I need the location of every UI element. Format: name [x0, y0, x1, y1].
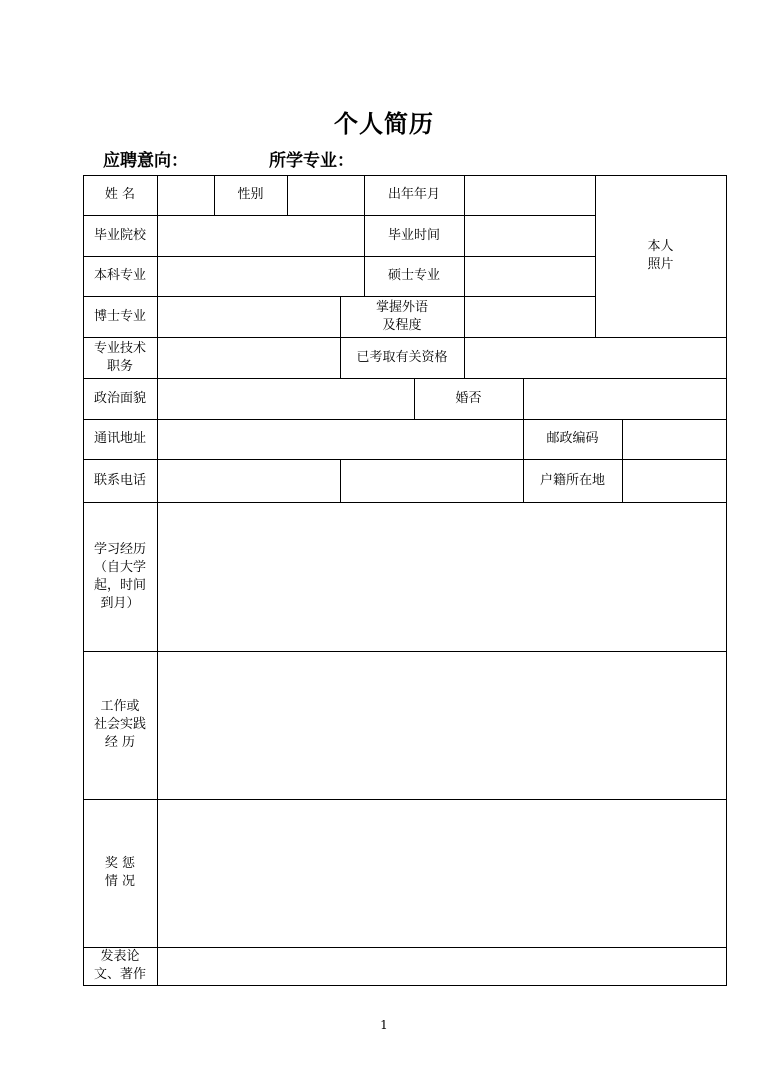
- photo-column-divider: [595, 175, 596, 337]
- label-column-divider: [157, 175, 158, 986]
- political-status-label: 政治面貌: [93, 390, 146, 406]
- phone-label: 联系电话: [93, 472, 146, 488]
- row-divider: [83, 296, 595, 297]
- work-experience-field[interactable]: [157, 651, 726, 799]
- qualification-label: 已考取有关资格: [356, 349, 448, 365]
- technical-title-field[interactable]: [157, 337, 340, 378]
- work-experience-label: 工作或 社会实践 经 历: [93, 699, 146, 750]
- gender-label: 性别: [237, 187, 264, 202]
- row-divider: [83, 502, 727, 503]
- master-major-field[interactable]: [464, 256, 595, 296]
- column-divider: [464, 175, 465, 378]
- marital-status-label: 婚否: [455, 390, 482, 406]
- row-divider: [83, 378, 727, 379]
- column-divider: [340, 459, 341, 502]
- page-number: 1: [380, 1018, 388, 1032]
- row-divider: [83, 651, 727, 652]
- phone-field-2[interactable]: [340, 459, 523, 502]
- birth-date-field[interactable]: [464, 175, 595, 215]
- birth-date-label: 出年年月: [387, 187, 440, 202]
- publications-field[interactable]: [157, 947, 726, 985]
- gender-field[interactable]: [287, 175, 364, 215]
- awards-label: 奖 惩 情 况: [104, 856, 136, 889]
- school-label: 毕业院校: [93, 227, 146, 243]
- column-divider: [287, 175, 288, 215]
- row-divider: [83, 459, 727, 460]
- qualification-field[interactable]: [464, 337, 726, 378]
- row-divider: [83, 419, 727, 420]
- bachelor-major-label: 本科专业: [93, 268, 146, 283]
- position-intent-label: 应聘意向：: [103, 151, 188, 171]
- row-divider: [83, 947, 727, 948]
- column-divider: [523, 378, 524, 502]
- foreign-language-label: 掌握外语 及程度: [375, 299, 428, 333]
- foreign-language-field[interactable]: [464, 296, 595, 337]
- graduation-time-label: 毕业时间: [387, 227, 440, 243]
- column-divider: [364, 175, 365, 296]
- hukou-label: 户籍所在地: [539, 472, 605, 488]
- phd-major-label: 博士专业: [93, 308, 146, 324]
- photo-placeholder: 本人 照片: [647, 239, 674, 272]
- column-divider: [214, 175, 215, 215]
- phone-field[interactable]: [157, 459, 340, 502]
- row-divider: [83, 799, 727, 800]
- table-border-left: [83, 175, 84, 986]
- table-border-bottom: [83, 985, 727, 986]
- postcode-label: 邮政编码: [546, 431, 599, 446]
- name-label: 姓 名: [104, 187, 136, 202]
- address-label: 通讯地址: [93, 431, 146, 446]
- postcode-field[interactable]: [622, 419, 726, 459]
- column-divider: [340, 296, 341, 378]
- study-history-field[interactable]: [157, 502, 726, 651]
- row-divider: [83, 256, 595, 257]
- technical-title-label: 专业技术 职务: [93, 340, 146, 374]
- master-major-label: 硕士专业: [387, 268, 440, 283]
- column-divider: [414, 378, 415, 419]
- awards-field[interactable]: [157, 799, 726, 947]
- political-status-field[interactable]: [157, 378, 414, 419]
- row-divider: [83, 215, 595, 216]
- document-title: 个人简历: [334, 110, 434, 138]
- major-label: 所学专业：: [269, 151, 354, 171]
- row-divider: [83, 337, 727, 338]
- hukou-field[interactable]: [622, 459, 726, 502]
- graduation-time-field[interactable]: [464, 215, 595, 256]
- column-divider: [622, 419, 623, 502]
- table-border-top: [83, 175, 727, 176]
- study-history-label: 学习经历 （自大学 起，时间 到月）: [93, 541, 146, 611]
- phd-major-field[interactable]: [157, 296, 340, 337]
- address-field[interactable]: [157, 419, 523, 459]
- name-field[interactable]: [157, 175, 214, 215]
- table-border-right: [726, 175, 727, 986]
- bachelor-major-field[interactable]: [157, 256, 364, 296]
- publications-label: 发表论 文、著作: [93, 949, 146, 982]
- school-field[interactable]: [157, 215, 364, 256]
- marital-status-field[interactable]: [523, 378, 726, 419]
